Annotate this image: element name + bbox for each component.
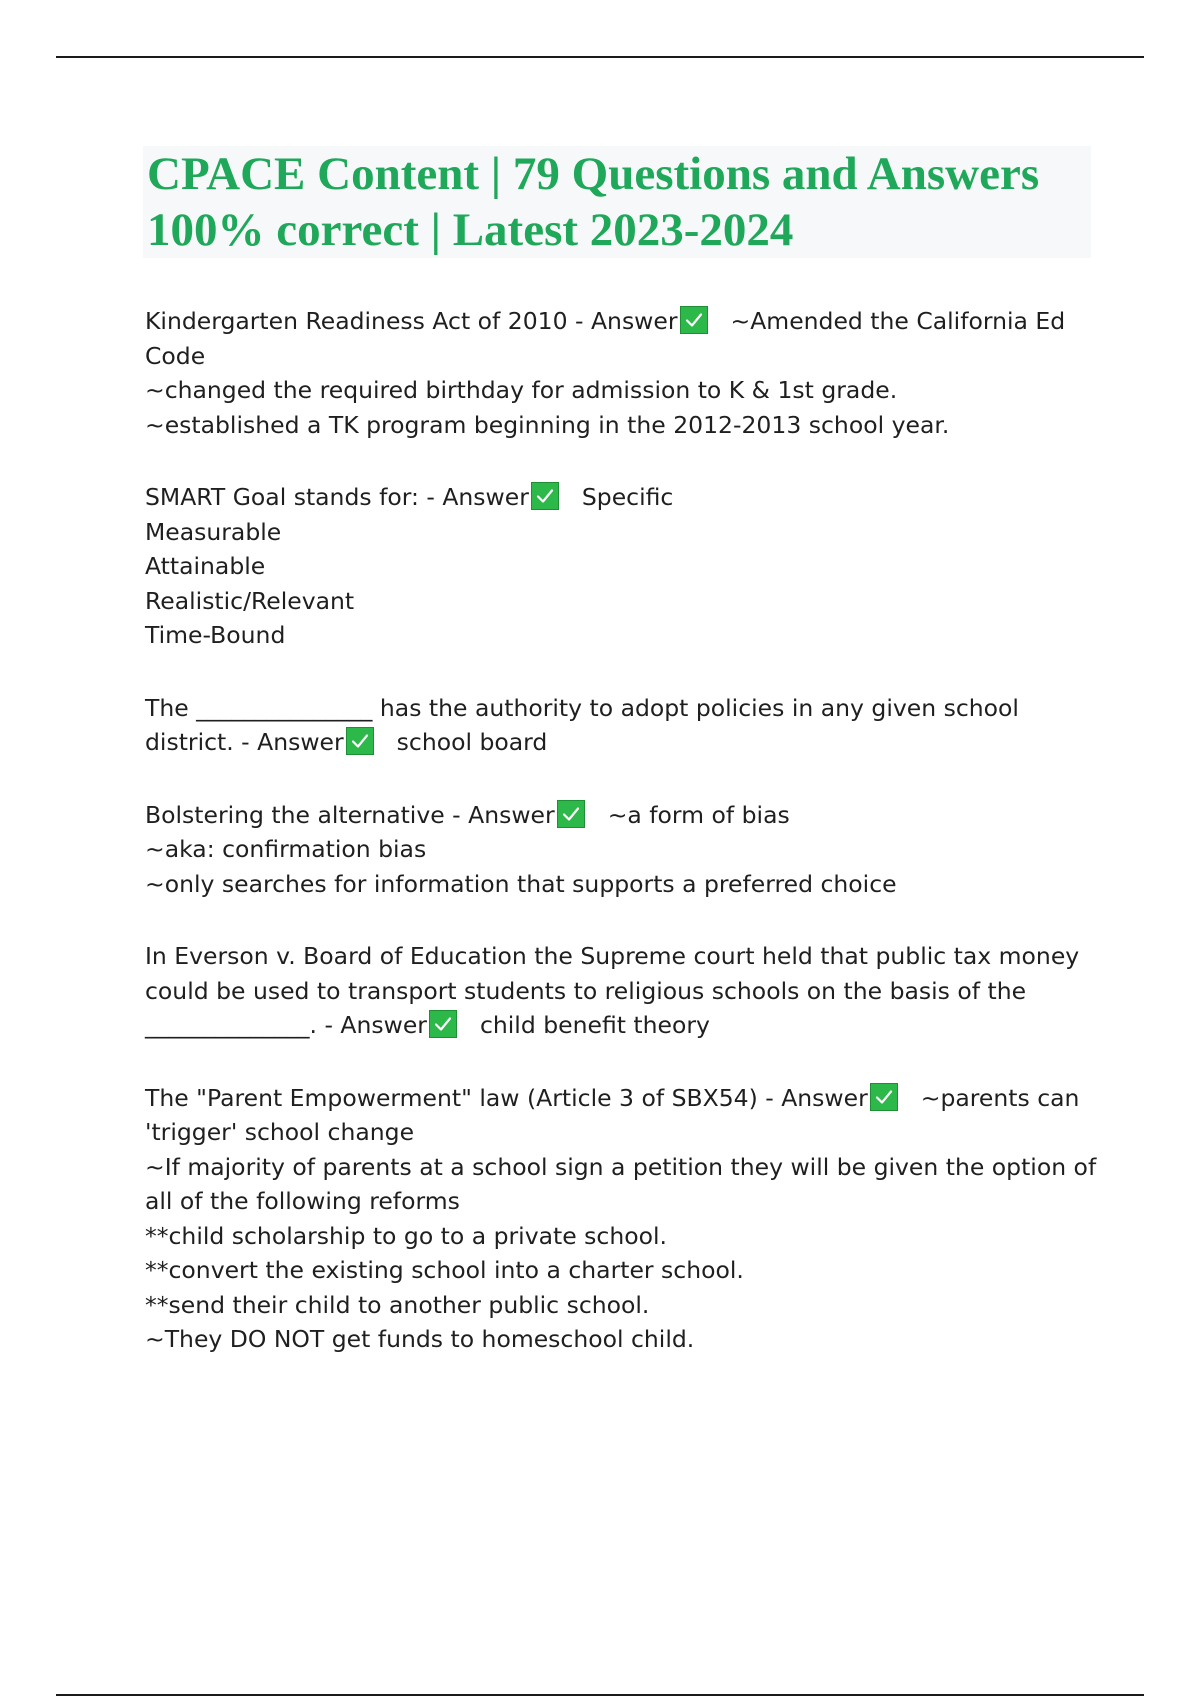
answer-text: school board <box>396 728 548 756</box>
qa-line: **convert the existing school into a charter school. <box>145 1256 744 1284</box>
qa-item <box>145 798 1075 902</box>
check-icon <box>346 727 374 755</box>
qa-line: Measurable <box>145 517 282 546</box>
answer-text: ~a form of bias <box>607 800 790 829</box>
qa-line <box>145 304 1075 339</box>
qa-item <box>145 304 1075 442</box>
qa-line: ~only searches for information that supports a preferred choice <box>145 869 897 898</box>
qa-line: **child scholarship to go to a private school. <box>145 1221 667 1250</box>
qa-line: 'trigger' school change <box>145 1118 415 1146</box>
qa-item <box>145 480 1075 653</box>
qa-item <box>145 691 1075 760</box>
check-icon <box>870 1083 898 1111</box>
question-text: SMART Goal stands for: - Answer <box>145 483 529 511</box>
qa-line: Realistic/Relevant <box>145 586 355 615</box>
qa-list <box>145 304 1097 1395</box>
check-icon <box>557 800 585 828</box>
answer-text: ~parents can <box>920 1083 1080 1112</box>
qa-line: ~changed the required birthday for admission to K & 1st grade. <box>145 376 898 404</box>
qa-line: In Everson v. Board of Education the Supreme court held that public tax money <box>145 942 1080 970</box>
question-text: district. - Answer <box>145 728 344 756</box>
qa-line <box>145 480 1075 515</box>
qa-line: ~If majority of parents at a school sign a petition they will be given the option of <box>145 1152 1097 1181</box>
qa-line: The _______________ has the authority to adopt policies in any given school <box>145 693 1019 722</box>
document-title <box>147 146 1087 258</box>
check-icon <box>531 482 559 510</box>
question-text: Bolstering the alternative - Answer <box>145 800 555 829</box>
question-text: The "Parent Empowerment" law (Article 3 of SBX54) - Answer <box>145 1083 868 1112</box>
check-icon <box>680 306 708 334</box>
qa-line: ~aka: confirmation bias <box>145 835 427 863</box>
answer-text: Specific <box>581 483 674 511</box>
bottom-rule <box>56 1694 1144 1696</box>
top-rule <box>56 56 1144 58</box>
qa-line: could be used to transport students to religious schools on the basis of the <box>145 976 1027 1005</box>
title-line-2: 100% correct | Latest 2023-2024 <box>147 204 794 256</box>
qa-line <box>145 1008 1075 1043</box>
answer-text: ~Amended the California Ed <box>730 307 1066 335</box>
qa-line: ~established a TK program beginning in the 2012-2013 school year. <box>145 410 950 439</box>
qa-line: Code <box>145 341 206 370</box>
check-icon <box>429 1010 457 1038</box>
title-line-1: CPACE Content | 79 Questions and Answers <box>147 148 1040 200</box>
qa-item <box>145 939 1080 1043</box>
qa-line <box>145 725 1075 760</box>
qa-line: Attainable <box>145 552 266 580</box>
qa-line <box>145 798 1075 833</box>
question-text: Kindergarten Readiness Act of 2010 - Answer <box>145 307 678 335</box>
qa-line: all of the following reforms <box>145 1187 460 1215</box>
qa-item <box>145 1081 1097 1357</box>
qa-line <box>145 1081 1080 1116</box>
question-text: ______________. - Answer <box>145 1011 427 1039</box>
qa-line: Time-Bound <box>145 621 286 649</box>
answer-text: child benefit theory <box>479 1011 710 1039</box>
qa-line: **send their child to another public school. <box>145 1290 650 1319</box>
qa-line: ~They DO NOT get funds to homeschool child. <box>145 1325 695 1353</box>
